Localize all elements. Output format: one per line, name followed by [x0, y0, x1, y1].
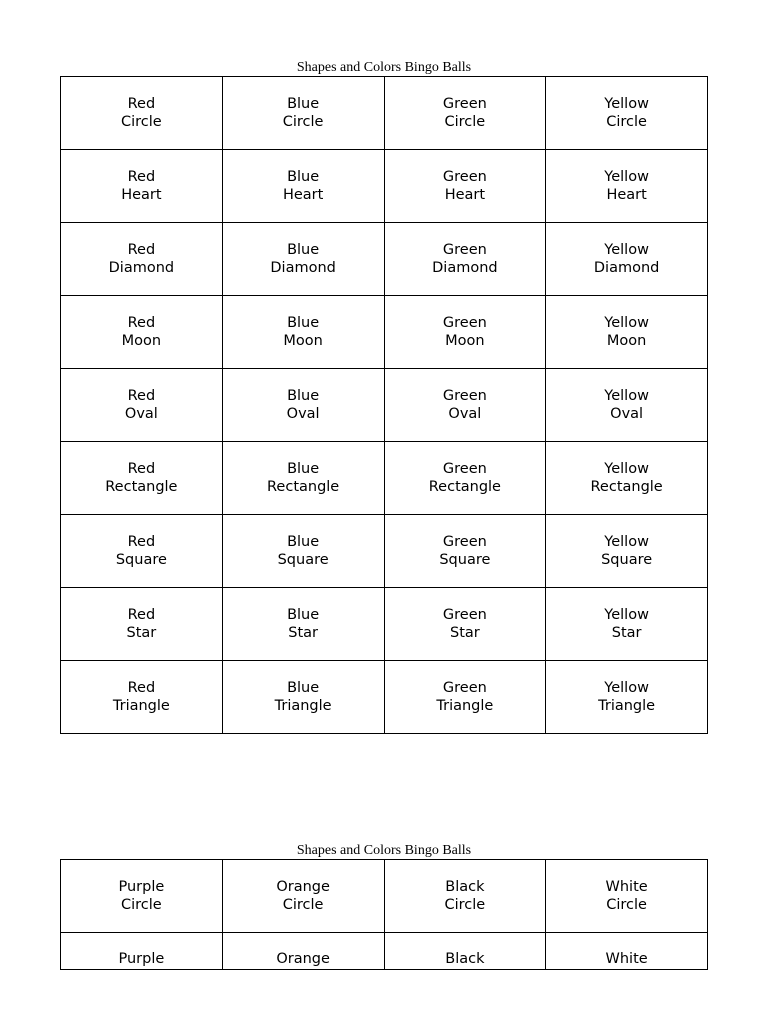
shape-label: Diamond [108, 260, 175, 276]
color-label: Green [442, 680, 487, 696]
bingo-cell [223, 296, 385, 369]
color-label: Blue [287, 607, 320, 623]
shape-label: Rectangle [267, 479, 340, 495]
shape-label: Circle [606, 897, 647, 913]
color-label: White [605, 879, 648, 895]
shape-label: Square [601, 552, 653, 568]
shape-label: Heart [282, 187, 324, 203]
bingo-cell [223, 661, 385, 734]
shape-label: Star [126, 625, 157, 641]
color-label: Yellow [604, 680, 649, 696]
shape-label: Star [611, 625, 642, 641]
bingo-balls-table [60, 859, 708, 970]
shape-label: Heart [121, 187, 162, 203]
bingo-cell [385, 661, 547, 734]
shape-label: Oval [610, 406, 644, 422]
bingo-cell [546, 150, 708, 223]
bingo-cell [385, 588, 547, 661]
shape-label: Oval [286, 406, 320, 422]
bingo-cell [61, 77, 223, 150]
shape-label: Circle [444, 897, 486, 913]
table-caption: Shapes and Colors Bingo Balls [296, 60, 472, 75]
bingo-cell [385, 77, 547, 150]
bingo-cell [61, 515, 223, 588]
bingo-cell [61, 661, 223, 734]
bingo-cell [546, 296, 708, 369]
bingo-cell [223, 77, 385, 150]
color-label: Green [442, 534, 487, 550]
shape-label: Moon [606, 333, 647, 349]
bingo-cell [61, 933, 223, 970]
bingo-cell [385, 369, 547, 442]
shape-label: Circle [282, 897, 324, 913]
bingo-cell [223, 442, 385, 515]
color-label: White [605, 951, 648, 967]
color-label: Red [127, 607, 156, 623]
shape-label: Diamond [432, 260, 498, 276]
color-label: Black [445, 951, 485, 967]
bingo-cell [385, 442, 547, 515]
color-label: Blue [287, 461, 320, 477]
color-label: Orange [276, 951, 330, 967]
bingo-cell [385, 223, 547, 296]
bingo-cell [223, 860, 385, 933]
color-label: Purple [118, 879, 165, 895]
color-label: Orange [276, 879, 330, 895]
table-caption: Shapes and Colors Bingo Balls [296, 843, 472, 858]
color-label: Green [442, 96, 487, 112]
color-label: Red [127, 534, 156, 550]
bingo-cell [546, 442, 708, 515]
bingo-cell [385, 933, 547, 970]
bingo-cell [223, 150, 385, 223]
color-label: Red [127, 388, 156, 404]
bingo-cell [546, 369, 708, 442]
color-label: Blue [287, 96, 320, 112]
bingo-cell [546, 223, 708, 296]
bingo-cell [546, 588, 708, 661]
color-label: Blue [287, 242, 320, 258]
shape-label: Circle [121, 114, 162, 130]
shape-label: Diamond [593, 260, 660, 276]
color-label: Green [442, 315, 487, 331]
shape-label: Circle [606, 114, 647, 130]
shape-label: Moon [121, 333, 162, 349]
shape-label: Square [115, 552, 167, 568]
bingo-cell [61, 588, 223, 661]
shape-label: Rectangle [590, 479, 663, 495]
color-label: Blue [287, 388, 320, 404]
shape-label: Square [277, 552, 329, 568]
color-label: Red [127, 96, 156, 112]
color-label: Green [442, 461, 487, 477]
color-label: Yellow [604, 315, 649, 331]
color-label: Blue [287, 534, 320, 550]
shape-label: Circle [121, 897, 162, 913]
color-label: Purple [118, 951, 165, 967]
shape-label: Triangle [274, 698, 332, 714]
bingo-cell [546, 860, 708, 933]
bingo-balls-table [60, 76, 708, 734]
bingo-cell [223, 369, 385, 442]
color-label: Black [445, 879, 485, 895]
shape-label: Triangle [598, 698, 656, 714]
bingo-cell [223, 588, 385, 661]
color-label: Red [127, 461, 156, 477]
shape-label: Moon [445, 333, 485, 349]
bingo-cell [61, 223, 223, 296]
bingo-cell [385, 860, 547, 933]
color-label: Red [127, 315, 156, 331]
color-label: Green [442, 607, 487, 623]
color-label: Yellow [604, 607, 649, 623]
shape-label: Circle [282, 114, 324, 130]
color-label: Red [127, 680, 156, 696]
color-label: Yellow [604, 388, 649, 404]
bingo-cell [223, 515, 385, 588]
color-label: Yellow [604, 534, 649, 550]
color-label: Yellow [604, 96, 649, 112]
shape-label: Rectangle [428, 479, 501, 495]
color-label: Red [127, 242, 156, 258]
shape-label: Circle [444, 114, 486, 130]
shape-label: Star [450, 625, 480, 641]
color-label: Red [127, 169, 156, 185]
color-label: Green [442, 169, 487, 185]
bingo-cell [61, 442, 223, 515]
color-label: Blue [287, 315, 320, 331]
shape-label: Heart [444, 187, 486, 203]
bingo-cell [546, 661, 708, 734]
bingo-cell [546, 933, 708, 970]
color-label: Yellow [604, 169, 649, 185]
shape-label: Diamond [270, 260, 336, 276]
color-label: Green [442, 242, 487, 258]
color-label: Blue [287, 169, 320, 185]
shape-label: Triangle [112, 698, 170, 714]
bingo-cell [223, 223, 385, 296]
shape-label: Heart [606, 187, 647, 203]
shape-label: Star [288, 625, 318, 641]
bingo-cell [385, 150, 547, 223]
shape-label: Triangle [436, 698, 494, 714]
bingo-cell [546, 77, 708, 150]
bingo-cell [385, 515, 547, 588]
bingo-cell [385, 296, 547, 369]
color-label: Green [442, 388, 487, 404]
color-label: Yellow [604, 461, 649, 477]
color-label: Blue [287, 680, 320, 696]
shape-label: Rectangle [105, 479, 178, 495]
shape-label: Moon [283, 333, 323, 349]
shape-label: Oval [448, 406, 482, 422]
shape-label: Square [439, 552, 491, 568]
color-label: Yellow [604, 242, 649, 258]
bingo-cell [61, 296, 223, 369]
bingo-cell [61, 860, 223, 933]
bingo-cell [61, 369, 223, 442]
shape-label: Oval [124, 406, 158, 422]
bingo-cell [61, 150, 223, 223]
bingo-cell [546, 515, 708, 588]
bingo-cell [223, 933, 385, 970]
